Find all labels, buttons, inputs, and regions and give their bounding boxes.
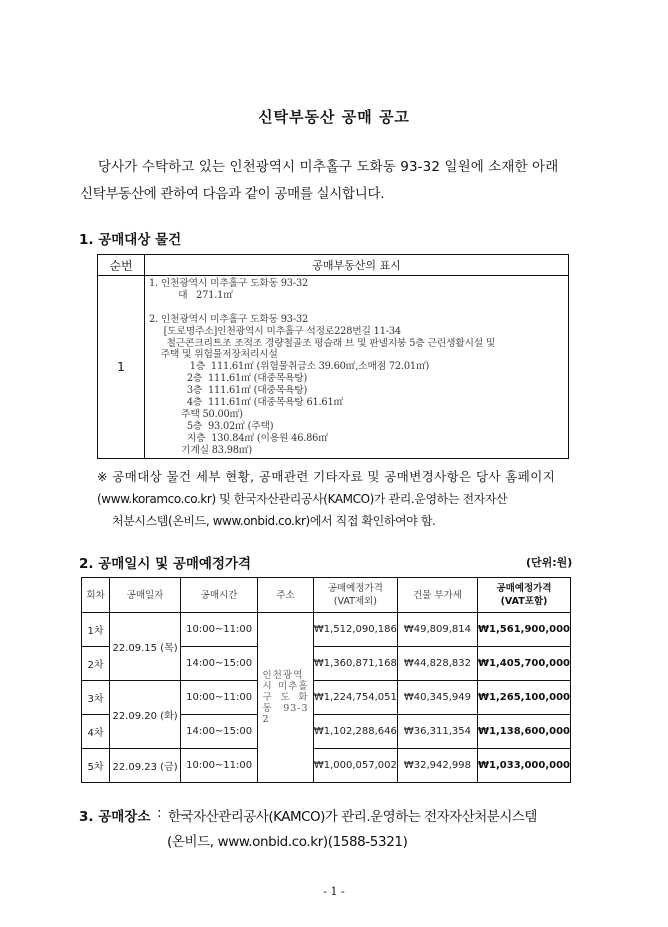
- desc-line: 2. 인천광역시 미추홀구 도화동 93-32: [149, 313, 309, 325]
- table-row: [82, 681, 571, 715]
- document-title: 신탁부동산 공매 공고: [258, 108, 410, 126]
- price-incl-cell: ₩1,033,000,000: [477, 749, 570, 783]
- price-excl-cell: ₩1,000,057,002: [313, 749, 397, 783]
- address-cell: [258, 613, 314, 783]
- round-cell: 5차: [82, 749, 110, 783]
- time-cell: 10:00~11:00: [180, 613, 257, 647]
- time-cell: 14:00~15:00: [180, 715, 257, 749]
- header-date: 공매일자: [110, 578, 181, 613]
- section3-colon: :: [157, 805, 162, 821]
- desc-line: 4층 111.61㎡ (대중목욕탕 61.61㎡: [149, 397, 344, 409]
- note-line-2: (www.koramco.co.kr) 및 한국자산관리공사(KAMCO)가 관리.운영하는 전자자산: [97, 492, 508, 506]
- header-address: 주소: [258, 578, 314, 613]
- header-line: (VAT포함): [500, 596, 548, 607]
- intro-line-2: 신탁부동산에 관하여 다음과 같이 공매를 실시합니다.: [80, 186, 385, 202]
- round-cell: 2차: [82, 647, 110, 681]
- desc-line: 1층 111.61㎡ (위험물취급소 39.60㎡,소매점 72.01㎡): [149, 361, 430, 373]
- section3-line-2: (온비드, www.onbid.co.kr)(1588-5321): [167, 834, 408, 850]
- header-round: 회차: [82, 578, 110, 613]
- round-cell: 3차: [82, 681, 110, 715]
- header-description: 공매부동산의 표시: [145, 255, 569, 276]
- desc-line: 주택 50.00㎡): [149, 408, 243, 420]
- desc-line: 2층 111.61㎡ (대중목욕탕): [149, 373, 308, 385]
- desc-line: 지층 130.84㎡ (이용원 46.86㎡: [149, 432, 328, 444]
- address-text: 인천광역시 미추홀구 도 화 동 93-32: [262, 670, 309, 725]
- desc-line: 주택 및 위험물저장처리시설: [149, 349, 278, 361]
- section2-heading: 2. 공매일시 및 공매예정가격: [79, 556, 252, 572]
- desc-line: 1. 인천광역시 미추홀구 도화동 93-32: [149, 278, 309, 289]
- desc-line: [149, 302, 564, 314]
- table-header-row: [82, 578, 571, 613]
- desc-line: 5층 93.02㎡ (주택): [149, 420, 274, 432]
- desc-line: 철근콘크리트조 조적조 경량철골조 평슬래 브 및 판넬지붕 5층 근린생활시설 및: [149, 337, 496, 349]
- header-line: 공매예정가격: [496, 583, 552, 594]
- note-line-1: ※ 공매대상 물건 세부 현황, 공매관련 기타자료 및 공매변경사항은 당사 홈페이지: [97, 469, 556, 484]
- price-incl-cell: ₩1,561,900,000: [477, 613, 570, 647]
- header-line: 공매예정가격: [327, 583, 383, 594]
- property-table: [97, 254, 569, 459]
- desc-line: 대 271.1㎡: [149, 289, 233, 301]
- header-building-vat: 건물 부가세: [397, 578, 477, 613]
- auction-schedule-table: [81, 577, 571, 783]
- vat-cell: ₩44,828,832: [397, 647, 477, 681]
- page-number: - 1 -: [323, 885, 345, 898]
- price-incl-cell: ₩1,405,700,000: [477, 647, 570, 681]
- intro-line-1: 당사가 수탁하고 있는 인천광역시 미추홀구 도화동 93-32 일원에 소재한 아래: [98, 159, 559, 175]
- time-cell: 10:00~11:00: [180, 749, 257, 783]
- section1-heading: 1. 공매대상 물건: [79, 232, 182, 248]
- round-cell: 4차: [82, 715, 110, 749]
- header-price-incl-vat: [477, 578, 570, 613]
- header-time: 공매시간: [180, 578, 257, 613]
- round-cell: 1차: [82, 613, 110, 647]
- vat-cell: ₩40,345,949: [397, 681, 477, 715]
- price-excl-cell: ₩1,224,754,051: [313, 681, 397, 715]
- desc-line: 기계실 83.98㎡): [149, 444, 253, 456]
- table-row: [82, 749, 571, 783]
- desc-line: 3층 111.61㎡ (대중목욕탕): [149, 385, 308, 397]
- time-cell: 10:00~11:00: [180, 681, 257, 715]
- price-incl-cell: ₩1,265,100,000: [477, 681, 570, 715]
- date-cell: 22.09.15 (목): [110, 613, 181, 681]
- price-excl-cell: ₩1,102,288,646: [313, 715, 397, 749]
- header-price-excl-vat: [313, 578, 397, 613]
- vat-cell: ₩32,942,998: [397, 749, 477, 783]
- seq-cell: 1: [98, 276, 145, 459]
- desc-line: [도로명주소]인천광역시 미추홀구 석정로228번길 11-34: [149, 325, 401, 337]
- header-seq: 순번: [98, 255, 145, 276]
- date-cell: 22.09.20 (화): [110, 681, 181, 749]
- price-incl-cell: ₩1,138,600,000: [477, 715, 570, 749]
- vat-cell: ₩36,311,354: [397, 715, 477, 749]
- table-header-row: [98, 255, 569, 276]
- unit-label: (단위:원): [526, 556, 573, 569]
- price-excl-cell: ₩1,360,871,168: [313, 647, 397, 681]
- header-line: (VAT제외): [333, 596, 377, 607]
- time-cell: 14:00~15:00: [180, 647, 257, 681]
- vat-cell: ₩49,809,814: [397, 613, 477, 647]
- note-line-3: 처분시스템(온비드, www.onbid.co.kr)에서 직접 확인하여야 함.: [112, 514, 436, 528]
- section3-line-1: 한국자산관리공사(KAMCO)가 관리.운영하는 전자자산처분시스템: [168, 809, 537, 825]
- price-excl-cell: ₩1,512,090,186: [313, 613, 397, 647]
- section3-label: 3. 공매장소: [79, 809, 151, 825]
- description-cell: [145, 276, 569, 459]
- table-row: [82, 613, 571, 647]
- date-cell: 22.09.23 (금): [110, 749, 181, 783]
- table-row: [98, 276, 569, 459]
